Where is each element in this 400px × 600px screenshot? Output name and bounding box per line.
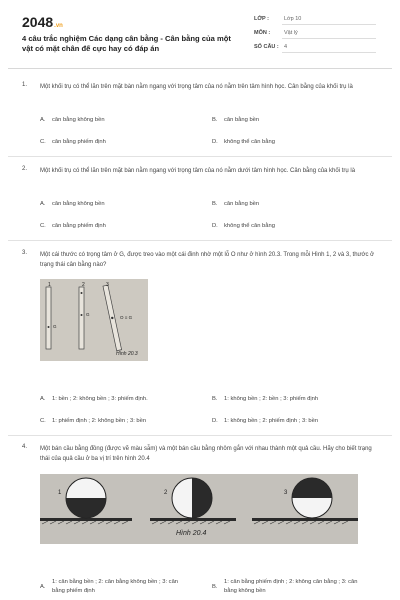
option-label: D. bbox=[212, 139, 218, 145]
option-label: C. bbox=[40, 418, 46, 424]
option-text: 1: phiếm định ; 2: không bền ; 3: bền bbox=[52, 418, 147, 424]
option-text: 1: cân bằng phiếm định ; 2: không cân bằng ; 3: cân bằng không bền bbox=[224, 579, 358, 594]
meta-class-value: Lớp 10 bbox=[284, 16, 302, 22]
meta-class-key: LỚP : bbox=[254, 16, 269, 22]
figure-caption: Hình 20.4 bbox=[176, 530, 207, 537]
figure-label: 2 bbox=[164, 490, 168, 496]
option-text: cân bằng không bền bbox=[52, 117, 105, 123]
option-text: không thể cân bằng bbox=[224, 139, 275, 145]
meta-underline bbox=[282, 24, 376, 25]
option-label: A. bbox=[40, 201, 46, 207]
option-text: 1: không bền ; 2: phiếm định ; 3: bền bbox=[224, 418, 319, 424]
meta-count-value: 4 bbox=[284, 44, 288, 50]
figure-label: 3 bbox=[284, 490, 288, 496]
figure-label: 1 bbox=[48, 282, 51, 288]
figure-label: 2 bbox=[82, 282, 85, 288]
meta-count-key: SỐ CÂU : bbox=[254, 44, 279, 50]
figure-20-4 bbox=[40, 474, 358, 544]
page-title: 4 câu trắc nghiệm Các dạng cân bằng - Cân bằng của một vật có mặt chân đế cực hay có đáp án bbox=[22, 34, 231, 53]
option-label: B. bbox=[212, 117, 218, 123]
logo-main: 2048 bbox=[22, 14, 54, 30]
question-text: Một khối trụ có thể lăn trên mặt bàn nằm ngang với trọng tâm của nó nằm trên tâm hình học. Cân bằng của khối trụ là bbox=[40, 84, 353, 90]
option-label: C. bbox=[40, 223, 46, 229]
question-text: Một cái thước có trọng tâm ở G, được treo vào một cái đinh nhờ một lỗ O như ở hình 20.3. Trong mỗi Hình 1, 2 và 3, thước ở trạng thái cân bằng nào? bbox=[40, 252, 375, 268]
option-label: A. bbox=[40, 584, 46, 590]
option-text: 1: không bền ; 2: bền ; 3: phiếm định bbox=[224, 396, 319, 402]
question-text: Một bán cầu bằng đồng (được vẽ màu sẫm) và một bán cầu bằng nhôm gắn với nhau thành một quả cầu. Hãy cho biết trạng thái của quả cầu ở ba vị trí trên hình 20.4 bbox=[40, 446, 372, 462]
question-separator bbox=[8, 156, 392, 157]
logo-tld: .vn bbox=[54, 23, 63, 29]
option-label: B. bbox=[212, 584, 218, 590]
figure-caption: Hình 20.3 bbox=[116, 351, 138, 357]
option-text: 1: bền ; 2: không bền ; 3: phiếm định. bbox=[52, 396, 148, 402]
figure-label: 1 bbox=[58, 490, 62, 496]
option-text: cân bằng phiếm định bbox=[52, 139, 106, 145]
meta-subject-key: MÔN : bbox=[254, 30, 271, 36]
site-logo[interactable] bbox=[22, 14, 63, 30]
option-label: A. bbox=[40, 117, 46, 123]
figure-label: G bbox=[53, 324, 57, 329]
question-number: 4. bbox=[22, 444, 28, 450]
option-label: C. bbox=[40, 139, 46, 145]
figure-label: 3 bbox=[106, 282, 109, 288]
option-label: B. bbox=[212, 396, 218, 402]
option-label: B. bbox=[212, 201, 218, 207]
option-text: 1: cân bằng bền ; 2: cân bằng không bền ; 3: cân bằng phiếm định bbox=[52, 579, 179, 594]
option-label: A. bbox=[40, 396, 46, 402]
figure-label: O ≡ G bbox=[120, 315, 133, 320]
figure-label: G bbox=[86, 312, 90, 317]
question-number: 2. bbox=[22, 166, 28, 172]
option-label: D. bbox=[212, 223, 218, 229]
question-separator bbox=[8, 240, 392, 241]
question-number: 1. bbox=[22, 82, 28, 88]
question-number: 3. bbox=[22, 250, 28, 256]
header-divider bbox=[8, 68, 392, 69]
meta-underline bbox=[282, 52, 376, 53]
question-text: Một khối trụ có thể lăn trên mặt bàn nằm ngang với trọng tâm của nó nằm dưới tâm hình học. Cân bằng của khối trụ là bbox=[40, 168, 356, 174]
page-header bbox=[0, 0, 400, 68]
option-text: không thể cân bằng bbox=[224, 223, 275, 229]
figure-20-3 bbox=[40, 279, 148, 361]
meta-subject-value: Vật lý bbox=[284, 30, 298, 36]
option-text: cân bằng phiếm định bbox=[52, 223, 106, 229]
option-text: cân bằng bền bbox=[224, 117, 260, 123]
option-label: D. bbox=[212, 418, 218, 424]
meta-underline bbox=[282, 38, 376, 39]
option-text: cân bằng bền bbox=[224, 201, 260, 207]
option-text: cân bằng không bền bbox=[52, 201, 105, 207]
question-separator bbox=[8, 435, 392, 436]
